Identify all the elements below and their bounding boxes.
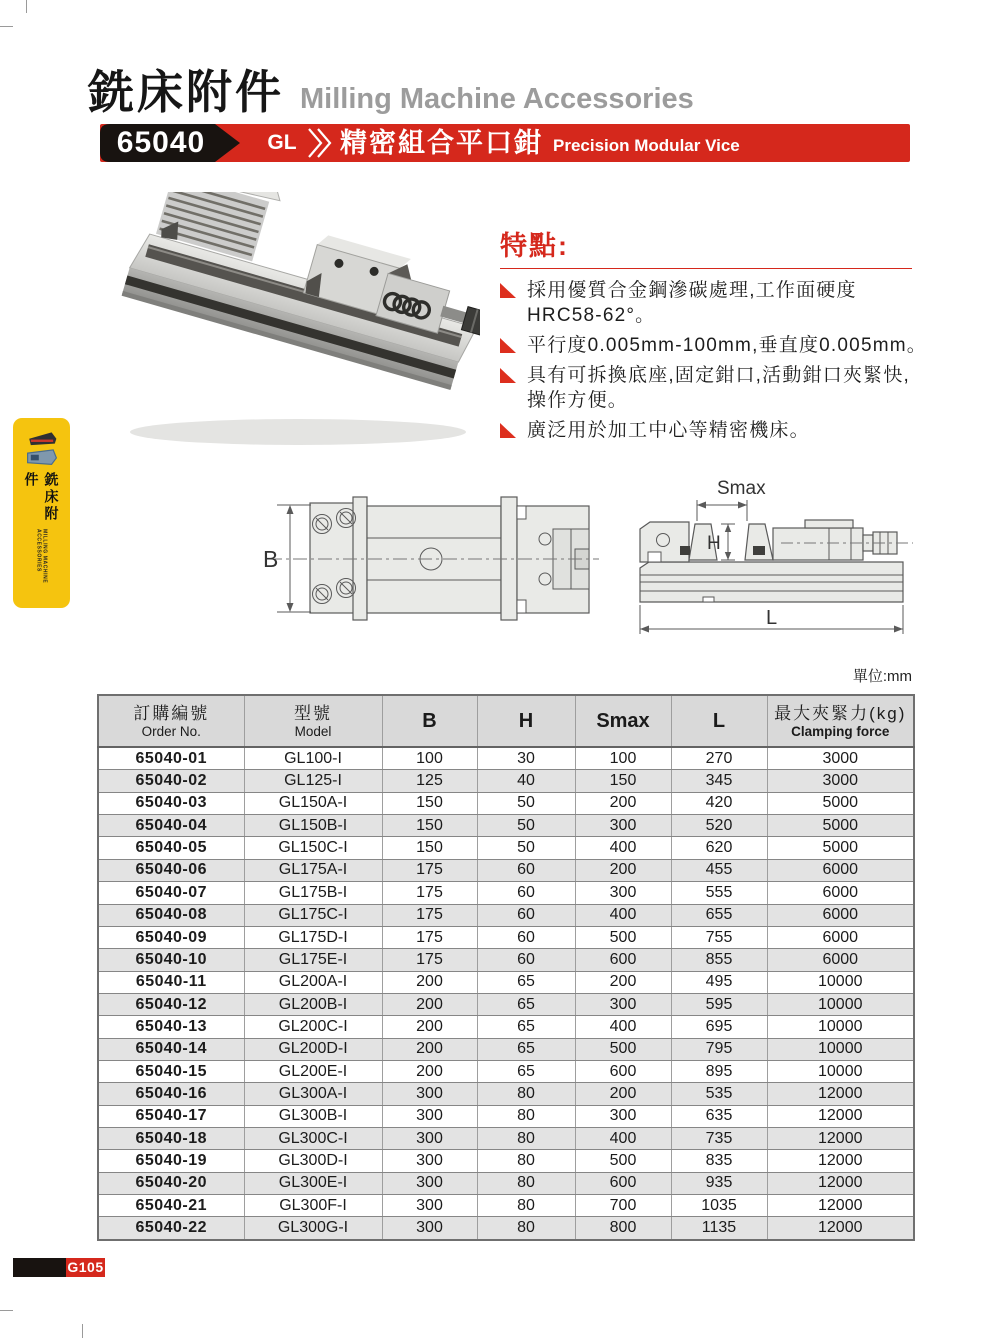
table-cell: 65040-03 [98, 792, 244, 814]
table-cell: 345 [671, 770, 767, 792]
table-cell: GL200D-I [244, 1038, 382, 1060]
features-heading: 特點: [500, 231, 569, 261]
table-cell: 65 [477, 993, 575, 1015]
table-cell: 1135 [671, 1217, 767, 1240]
table-cell: 150 [575, 770, 671, 792]
table-row [98, 1083, 914, 1105]
table-cell: GL175D-I [244, 926, 382, 948]
table-row [98, 1016, 914, 1038]
table-row [98, 859, 914, 881]
table-cell: 600 [575, 1172, 671, 1194]
table-row [98, 949, 914, 971]
feature-item [500, 333, 927, 358]
table-cell: 80 [477, 1150, 575, 1172]
table-cell: 65040-07 [98, 882, 244, 904]
unit-note: 單位:mm [852, 668, 912, 685]
table-cell: 400 [575, 1016, 671, 1038]
table-cell: 200 [382, 1038, 477, 1060]
feature-text: 採用優質合金鋼滲碳處理,工作面硬度 HRC58-62°。 [527, 280, 857, 326]
table-cell: 12000 [767, 1172, 914, 1194]
table-row [98, 1150, 914, 1172]
table-cell: 5000 [767, 815, 914, 837]
table-row [98, 837, 914, 859]
table-cell: 65040-14 [98, 1038, 244, 1060]
table-row [98, 792, 914, 814]
table-cell: GL300G-I [244, 1217, 382, 1240]
table-row [98, 1105, 914, 1127]
features-list [500, 278, 927, 443]
table-cell: 30 [477, 747, 575, 770]
product-banner [100, 124, 910, 162]
table-cell: 755 [671, 926, 767, 948]
column-header: 訂購編號 Order No. [98, 695, 244, 747]
table-cell: 200 [575, 859, 671, 881]
table-cell: 50 [477, 815, 575, 837]
table-cell: 300 [575, 1105, 671, 1127]
table-cell: GL300F-I [244, 1194, 382, 1216]
table-cell: 200 [382, 971, 477, 993]
table-cell: 65040-02 [98, 770, 244, 792]
feature-text: 平行度0.005mm-100mm,垂直度0.005mm。 [527, 335, 927, 356]
table-row [98, 993, 914, 1015]
table-cell: 500 [575, 926, 671, 948]
table-cell: 300 [575, 882, 671, 904]
table-cell: 80 [477, 1194, 575, 1216]
table-cell: GL300C-I [244, 1127, 382, 1149]
table-cell: 65040-11 [98, 971, 244, 993]
table-row [98, 971, 914, 993]
table-cell: 40 [477, 770, 575, 792]
table-cell: 65 [477, 1038, 575, 1060]
dim-label-B: B [263, 546, 279, 572]
table-cell: 150 [382, 837, 477, 859]
feature-text: 具有可拆換底座,固定鉗口,活動鉗口夾緊快, 操作方便。 [527, 365, 911, 411]
product-name-zh: 精密組合平口鉗 [340, 128, 543, 158]
table-cell: 65040-01 [98, 747, 244, 770]
feature-item [500, 363, 912, 413]
table-cell: 12000 [767, 1127, 914, 1149]
table-cell: 535 [671, 1083, 767, 1105]
column-header: 型號 Model [244, 695, 382, 747]
table-cell: GL300D-I [244, 1150, 382, 1172]
table-cell: 65 [477, 1016, 575, 1038]
table-cell: 60 [477, 859, 575, 881]
crop-mark [0, 1310, 13, 1311]
tab-thumbnail [20, 426, 64, 468]
table-cell: 175 [382, 926, 477, 948]
table-row [98, 882, 914, 904]
crop-mark [82, 1324, 83, 1338]
table-cell: 60 [477, 882, 575, 904]
table-cell: 200 [382, 1060, 477, 1082]
table-cell: 65040-10 [98, 949, 244, 971]
table-cell: 65040-04 [98, 815, 244, 837]
table-cell: 80 [477, 1217, 575, 1240]
table-row [98, 1038, 914, 1060]
table-cell: 200 [575, 792, 671, 814]
table-cell: 80 [477, 1083, 575, 1105]
table-cell: 495 [671, 971, 767, 993]
table-cell: GL150C-I [244, 837, 382, 859]
table-cell: 700 [575, 1194, 671, 1216]
table-cell: 65040-16 [98, 1083, 244, 1105]
table-cell: 795 [671, 1038, 767, 1060]
table-cell: 735 [671, 1127, 767, 1149]
table-cell: 500 [575, 1038, 671, 1060]
table-cell: 80 [477, 1127, 575, 1149]
table-cell: 300 [575, 993, 671, 1015]
table-cell: 100 [575, 747, 671, 770]
table-cell: GL300E-I [244, 1172, 382, 1194]
table-cell: 600 [575, 949, 671, 971]
table-cell: 175 [382, 904, 477, 926]
table-cell: 3000 [767, 747, 914, 770]
table-cell: 10000 [767, 1016, 914, 1038]
table-cell: 200 [382, 993, 477, 1015]
table-cell: 270 [671, 747, 767, 770]
table-cell: 6000 [767, 859, 914, 881]
table-cell: 65040-08 [98, 904, 244, 926]
table-cell: 500 [575, 1150, 671, 1172]
spec-table [97, 694, 915, 1241]
table-cell: 300 [382, 1217, 477, 1240]
dim-label-L: L [766, 607, 778, 629]
table-cell: 12000 [767, 1083, 914, 1105]
feature-text: 廣泛用於加工中心等精密機床。 [527, 420, 810, 441]
table-cell: 100 [382, 747, 477, 770]
table-cell: 935 [671, 1172, 767, 1194]
table-cell: GL150B-I [244, 815, 382, 837]
table-cell: GL150A-I [244, 792, 382, 814]
table-cell: 175 [382, 949, 477, 971]
badge-black-bar [13, 1258, 66, 1277]
table-cell: GL125-I [244, 770, 382, 792]
table-cell: 800 [575, 1217, 671, 1240]
table-cell: 300 [382, 1105, 477, 1127]
table-cell: 60 [477, 904, 575, 926]
table-row [98, 904, 914, 926]
table-cell: 65 [477, 971, 575, 993]
features-section [500, 224, 927, 448]
table-cell: 5000 [767, 792, 914, 814]
table-cell: 10000 [767, 993, 914, 1015]
table-cell: 400 [575, 904, 671, 926]
column-header: Smax [575, 695, 671, 747]
table-cell: 10000 [767, 1060, 914, 1082]
table-cell: 1035 [671, 1194, 767, 1216]
technical-drawing-top-view [253, 483, 603, 643]
table-cell: 80 [477, 1105, 575, 1127]
table-cell: 300 [382, 1172, 477, 1194]
table-cell: 600 [575, 1060, 671, 1082]
table-cell: 400 [575, 1127, 671, 1149]
table-row [98, 747, 914, 770]
table-cell: GL175A-I [244, 859, 382, 881]
table-cell: 855 [671, 949, 767, 971]
table-cell: GL175E-I [244, 949, 382, 971]
table-cell: 10000 [767, 971, 914, 993]
table-cell: 655 [671, 904, 767, 926]
table-cell: 150 [382, 792, 477, 814]
table-cell: 6000 [767, 904, 914, 926]
table-cell: 12000 [767, 1194, 914, 1216]
table-cell: 65040-20 [98, 1172, 244, 1194]
table-body [98, 747, 914, 1240]
table-row [98, 1060, 914, 1082]
table-cell: GL300B-I [244, 1105, 382, 1127]
table-cell: 65040-17 [98, 1105, 244, 1127]
table-cell: 65040-12 [98, 993, 244, 1015]
table-cell: 60 [477, 949, 575, 971]
table-cell: 200 [382, 1016, 477, 1038]
table-cell: 65040-15 [98, 1060, 244, 1082]
chevron-separator-icon [306, 128, 334, 158]
table-cell: 50 [477, 792, 575, 814]
table-cell: 65040-06 [98, 859, 244, 881]
table-cell: 12000 [767, 1105, 914, 1127]
table-cell: 455 [671, 859, 767, 881]
table-cell: 400 [575, 837, 671, 859]
table-cell: 12000 [767, 1150, 914, 1172]
table-cell: GL175C-I [244, 904, 382, 926]
table-cell: 65 [477, 1060, 575, 1082]
product-code: 65040 [116, 126, 206, 159]
feature-item [500, 418, 912, 443]
table-cell: 65040-09 [98, 926, 244, 948]
page-title-en: Milling Machine Accessories [300, 83, 694, 115]
product-name [340, 124, 740, 162]
table-row [98, 770, 914, 792]
table-row [98, 1127, 914, 1149]
table-cell: GL200B-I [244, 993, 382, 1015]
table-cell: 300 [382, 1083, 477, 1105]
page-number: G105 [67, 1259, 104, 1275]
table-cell: 5000 [767, 837, 914, 859]
table-cell: GL200E-I [244, 1060, 382, 1082]
spec-table-container [97, 694, 915, 1241]
page-title [88, 56, 694, 122]
feature-item [500, 278, 912, 328]
table-cell: 595 [671, 993, 767, 1015]
table-cell: 10000 [767, 1038, 914, 1060]
tab-label-zh: 銑床附件 [23, 471, 60, 523]
tab-label-en: MILLING MACHINE ACCESSORIES [35, 528, 48, 584]
crop-mark [0, 26, 13, 27]
product-series: GL [267, 131, 297, 154]
table-cell: 125 [382, 770, 477, 792]
crop-mark [26, 0, 27, 13]
table-cell: 620 [671, 837, 767, 859]
table-cell: GL300A-I [244, 1083, 382, 1105]
feature-bullet-icon [500, 423, 516, 438]
table-cell: 300 [382, 1127, 477, 1149]
table-cell: 895 [671, 1060, 767, 1082]
table-row [98, 815, 914, 837]
technical-drawing-side-view [633, 472, 918, 652]
table-cell: 65040-21 [98, 1194, 244, 1216]
column-header: B [382, 695, 477, 747]
table-cell: 695 [671, 1016, 767, 1038]
features-divider [500, 268, 912, 269]
table-cell: 80 [477, 1172, 575, 1194]
table-cell: 200 [575, 971, 671, 993]
table-row [98, 1172, 914, 1194]
table-cell: 175 [382, 882, 477, 904]
table-cell: 300 [382, 1150, 477, 1172]
table-cell: GL175B-I [244, 882, 382, 904]
table-cell: 835 [671, 1150, 767, 1172]
table-cell: 300 [382, 1194, 477, 1216]
table-header-row [98, 695, 914, 747]
column-header: H [477, 695, 575, 747]
table-cell: 520 [671, 815, 767, 837]
page-title-zh: 銑床附件 [88, 66, 284, 118]
table-cell: 65040-05 [98, 837, 244, 859]
table-cell: 300 [575, 815, 671, 837]
table-cell: 50 [477, 837, 575, 859]
table-cell: GL200C-I [244, 1016, 382, 1038]
feature-bullet-icon [500, 283, 516, 298]
table-cell: GL100-I [244, 747, 382, 770]
table-cell: GL200A-I [244, 971, 382, 993]
table-cell: 3000 [767, 770, 914, 792]
table-cell: 555 [671, 882, 767, 904]
table-row [98, 1217, 914, 1240]
table-cell: 6000 [767, 926, 914, 948]
column-header: 最大夾緊力(kg) Clamping force [767, 695, 914, 747]
feature-bullet-icon [500, 368, 516, 383]
table-cell: 200 [575, 1083, 671, 1105]
page-number-badge [13, 1258, 105, 1277]
table-cell: 6000 [767, 949, 914, 971]
table-cell: 420 [671, 792, 767, 814]
table-cell: 6000 [767, 882, 914, 904]
feature-bullet-icon [500, 338, 516, 353]
table-cell: 175 [382, 859, 477, 881]
table-cell: 12000 [767, 1217, 914, 1240]
table-cell: 65040-13 [98, 1016, 244, 1038]
column-header: L [671, 695, 767, 747]
table-cell: 60 [477, 926, 575, 948]
product-photo [108, 192, 480, 458]
product-name-en: Precision Modular Vice [553, 136, 740, 155]
table-cell: 65040-18 [98, 1127, 244, 1149]
dim-label-H: H [707, 533, 721, 554]
table-row [98, 1194, 914, 1216]
sidebar-category-tab [13, 418, 70, 608]
table-cell: 635 [671, 1105, 767, 1127]
table-cell: 65040-19 [98, 1150, 244, 1172]
table-cell: 65040-22 [98, 1217, 244, 1240]
dim-label-Smax: Smax [717, 478, 766, 499]
table-cell: 150 [382, 815, 477, 837]
table-row [98, 926, 914, 948]
